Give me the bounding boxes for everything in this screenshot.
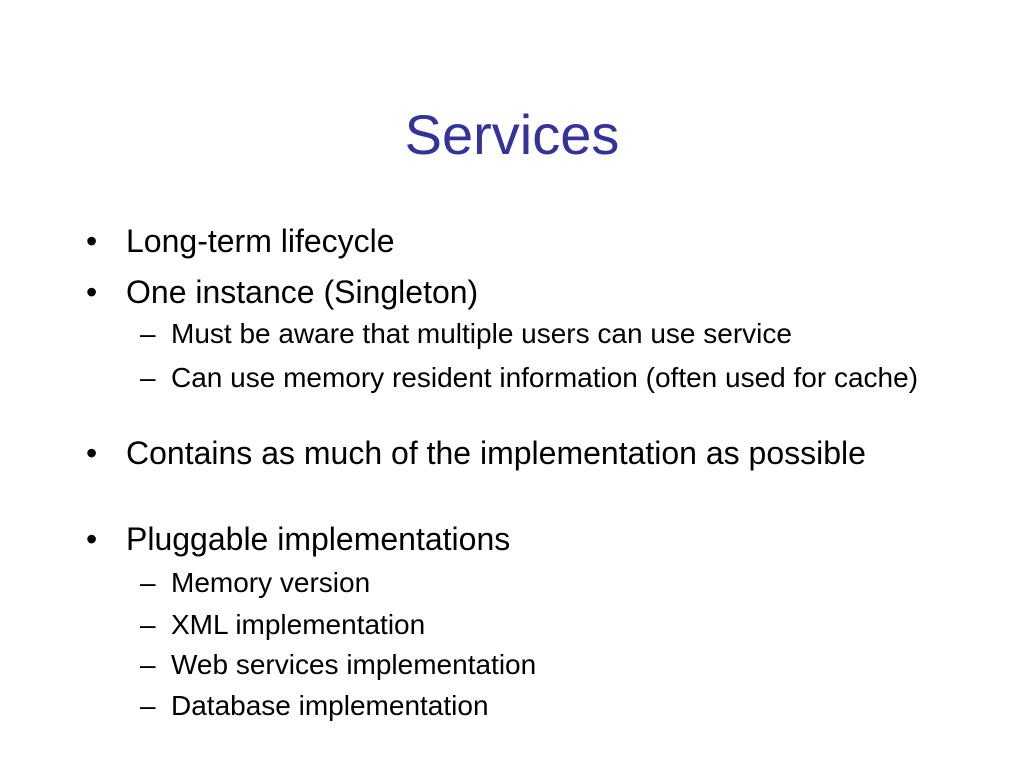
slide-title: Services bbox=[404, 103, 620, 166]
bullet-marker: • bbox=[86, 223, 98, 259]
sub-bullet-marker: – bbox=[140, 609, 156, 640]
bullet-text: Pluggable implementations bbox=[126, 521, 511, 557]
bullet-text: Contains as much of the implementation as possible bbox=[126, 435, 866, 471]
bullet-marker: • bbox=[86, 435, 98, 471]
sub-bullet-marker: – bbox=[140, 649, 156, 680]
sub-bullet-text: XML implementation bbox=[171, 609, 426, 640]
bullet-marker: • bbox=[86, 521, 98, 557]
bullet-marker: • bbox=[86, 274, 98, 310]
sub-bullet-marker: – bbox=[140, 567, 156, 598]
sub-bullet-text: Web services implementation bbox=[171, 649, 537, 680]
sub-bullet-text: Can use memory resident information (often used for cache) bbox=[171, 362, 919, 393]
sub-bullet-marker: – bbox=[140, 362, 156, 393]
sub-bullet-marker: – bbox=[140, 690, 156, 721]
sub-bullet-text: Memory version bbox=[171, 567, 371, 598]
sub-bullet-marker: – bbox=[140, 318, 156, 349]
bullet-text: One instance (Singleton) bbox=[126, 274, 479, 310]
sub-bullet-text: Must be aware that multiple users can use service bbox=[171, 318, 792, 349]
bullet-text: Long-term lifecycle bbox=[126, 223, 395, 259]
sub-bullet-text: Database implementation bbox=[171, 690, 489, 721]
